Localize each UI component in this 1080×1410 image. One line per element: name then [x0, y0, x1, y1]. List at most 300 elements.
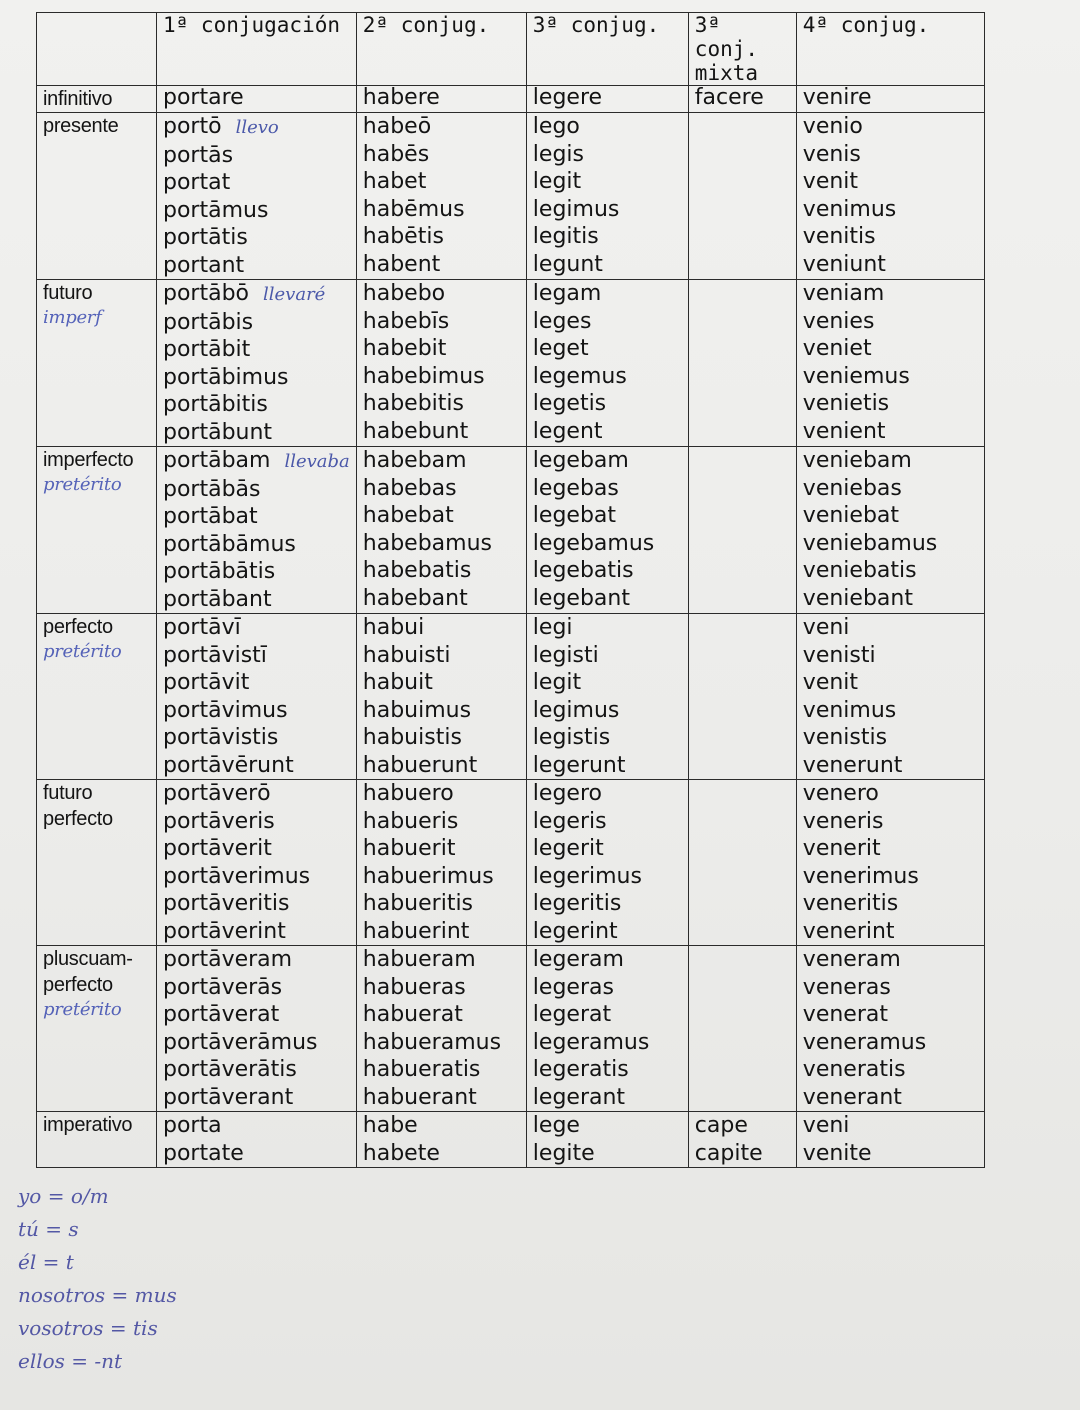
verb-form: [533, 697, 682, 725]
verb-form: [533, 308, 682, 336]
verb-form: [803, 697, 978, 725]
verb-form: [803, 530, 978, 558]
verb-form: [163, 974, 350, 1002]
verb-form: [803, 614, 978, 642]
verb-form: [163, 1140, 350, 1168]
forms-3rd-mixed-empty: [688, 946, 796, 1112]
verb-form-text: legimus: [532, 697, 620, 723]
verb-form: [363, 642, 520, 670]
tense-row: [37, 946, 985, 1112]
verb-form: [803, 168, 978, 196]
verb-form: [533, 1084, 682, 1112]
forms-3rd: [526, 113, 688, 280]
verb-form: [533, 557, 682, 585]
verb-form: [803, 752, 978, 780]
verb-form-text: venerat: [802, 1002, 888, 1027]
tense-row: [37, 614, 985, 780]
verb-form: [803, 946, 978, 974]
verb-form: [163, 419, 350, 447]
forms-3rd: [526, 280, 688, 447]
verb-form-text: portāverās: [163, 974, 283, 1000]
verb-form: [533, 724, 682, 752]
verb-form-text: habuistis: [362, 725, 462, 750]
verb-form-text: portābis: [163, 309, 254, 335]
verb-form-text: legemus: [532, 363, 627, 389]
verb-form-text: legebam: [532, 448, 629, 473]
verb-form-text: venisti: [802, 642, 876, 668]
handwritten-translation: llevaba: [284, 451, 350, 472]
tense-label: perfecto: [43, 616, 113, 638]
verb-form-text: habuerit: [362, 836, 456, 861]
verb-form-text: portābimus: [163, 364, 289, 390]
verb-form: [803, 835, 978, 863]
verb-form: [363, 697, 520, 725]
verb-form-text: venient: [802, 418, 886, 444]
verb-form: [163, 614, 350, 642]
verb-form: [363, 308, 520, 336]
verb-form: [533, 447, 682, 475]
verb-form: [803, 335, 978, 363]
verb-form-text: portāvērunt: [163, 752, 294, 778]
verb-form: [533, 113, 682, 141]
verb-form: [803, 196, 978, 224]
verb-form-text: veneras: [802, 974, 891, 1000]
verb-form: [533, 390, 682, 418]
verb-form: [533, 1001, 682, 1029]
handnote-line: ellos = -nt: [18, 1349, 123, 1373]
verb-form-text: portātis: [163, 225, 248, 250]
verb-form-text: venit: [802, 169, 859, 194]
verb-form-text: portāverimus: [163, 863, 311, 889]
verb-form: [363, 390, 520, 418]
verb-form: [363, 363, 520, 391]
verb-form: [363, 585, 520, 613]
verb-form-text: venero: [802, 781, 879, 806]
forms-2nd: [356, 614, 526, 780]
verb-form-text: portāvī: [163, 615, 241, 640]
verb-form-text: habebant: [362, 585, 468, 611]
verb-form: [803, 113, 978, 141]
verb-form-text: habe: [362, 1113, 418, 1138]
verb-form-text: legeratis: [532, 1057, 629, 1082]
verb-form-text: portāvistis: [163, 725, 279, 750]
verb-form: [363, 280, 520, 308]
verb-form: [163, 197, 350, 225]
verb-form: [533, 863, 682, 891]
verb-form: [803, 1001, 978, 1029]
verb-form: [803, 1029, 978, 1057]
verb-form: [363, 808, 520, 836]
verb-form-text: venerint: [802, 918, 895, 944]
verb-form-text: legebant: [532, 585, 630, 611]
infinitive-3rd: legere: [526, 86, 688, 113]
verb-form-text: veni: [802, 615, 850, 640]
verb-form: [163, 280, 350, 309]
verb-form-text: legerit: [532, 836, 604, 861]
verb-form-text: habeō: [362, 114, 432, 139]
verb-form-text: portāvimus: [163, 697, 288, 723]
verb-form: [163, 697, 350, 725]
verb-form-text: portābō: [163, 281, 250, 306]
forms-3rd-mixed-empty: [688, 614, 796, 780]
imperative-label: imperativo: [37, 1112, 157, 1168]
verb-form-text: legeramus: [532, 1029, 650, 1055]
verb-form-text: habuisti: [362, 642, 451, 668]
header-1st-conjugation: 1ª conjugación: [157, 13, 357, 86]
verb-form: [533, 808, 682, 836]
verb-form: [363, 168, 520, 196]
handnote-line: nosotros = mus: [18, 1283, 177, 1307]
verb-form-text: cape: [694, 1113, 748, 1138]
verb-form-text: veniebamus: [802, 530, 938, 556]
forms-1st: [157, 280, 357, 447]
forms-3rd: [526, 946, 688, 1112]
imperative-row: [37, 1112, 985, 1168]
verb-form-text: habuerimus: [362, 863, 494, 889]
tense-row: [37, 447, 985, 614]
verb-form-text: habuero: [362, 781, 454, 806]
verb-form-text: legeras: [532, 974, 614, 1000]
verb-form: [163, 780, 350, 808]
verb-form-text: legunt: [532, 251, 603, 277]
verb-form-text: habebatis: [362, 558, 472, 583]
verb-form-text: habēs: [362, 141, 430, 167]
verb-form-text: portāverit: [163, 836, 272, 861]
verb-form-text: veneratis: [802, 1057, 906, 1082]
tense-label-cell: [37, 780, 157, 946]
header-4th-conjugation: 4ª conjug.: [796, 13, 984, 86]
verb-form-text: legimus: [532, 196, 620, 222]
verb-form-text: venio: [802, 114, 863, 139]
verb-form-text: legebatis: [532, 558, 634, 583]
verb-form: [803, 890, 978, 918]
verb-form-text: veneritis: [802, 891, 899, 916]
verb-form: [533, 1029, 682, 1057]
verb-form: [363, 614, 520, 642]
verb-form: [363, 196, 520, 224]
header-row: [37, 13, 985, 86]
verb-form: [363, 113, 520, 141]
verb-form: [163, 224, 350, 252]
handwritten-tense-note: imperf: [43, 307, 102, 328]
header-3rd-conjugation: 3ª conjug.: [526, 13, 688, 86]
verb-form-text: venistis: [802, 725, 888, 750]
forms-3rd-mixed-empty: [688, 113, 796, 280]
handnote-line: tú = s: [18, 1217, 79, 1241]
verb-form-text: legebas: [532, 475, 619, 501]
verb-form: [803, 251, 978, 279]
tense-label-cell: [37, 447, 157, 614]
verb-form: [803, 141, 978, 169]
verb-form: [163, 669, 350, 697]
verb-form: [533, 196, 682, 224]
verb-form: [363, 780, 520, 808]
verb-form-text: venimus: [802, 697, 897, 723]
infinitive-label: infinitivo: [37, 86, 157, 113]
verb-form-text: portāverat: [163, 1002, 280, 1027]
verb-form-text: legebamus: [532, 530, 655, 556]
verb-form-text: veneris: [802, 808, 884, 834]
verb-form: [803, 223, 978, 251]
verb-form-text: portābat: [163, 504, 258, 529]
verb-form: [163, 169, 350, 197]
verb-form: [163, 531, 350, 559]
verb-form-text: venit: [802, 670, 859, 695]
verb-form-text: veneram: [802, 947, 901, 972]
tense-row: [37, 113, 985, 280]
verb-form-text: portābāmus: [163, 531, 296, 557]
verb-form: [163, 336, 350, 364]
tense-label: futuro: [43, 282, 93, 304]
verb-form: [363, 475, 520, 503]
verb-form: [363, 724, 520, 752]
verb-form-text: venerimus: [802, 863, 919, 889]
verb-form: [533, 141, 682, 169]
verb-form-text: legeritis: [532, 891, 622, 916]
conjugation-table: [36, 12, 985, 1168]
forms-3rd-mixed-empty: [688, 280, 796, 447]
verb-form: [533, 363, 682, 391]
verb-form: [363, 1056, 520, 1084]
verb-form-text: portābam: [163, 448, 271, 473]
verb-form-text: habueram: [362, 947, 476, 972]
verb-form: [163, 252, 350, 280]
verb-form-text: veniebat: [802, 503, 900, 528]
verb-form-text: legebat: [532, 503, 617, 528]
verb-form-text: portās: [163, 142, 234, 168]
verb-form: [803, 918, 978, 946]
verb-form-text: portābunt: [163, 419, 273, 445]
verb-form: [163, 113, 350, 142]
handnote-line: yo = o/m: [18, 1184, 109, 1208]
verb-form: [803, 642, 978, 670]
forms-2nd: [356, 946, 526, 1112]
verb-form-text: legite: [532, 1140, 595, 1166]
verb-form-text: habebit: [362, 336, 447, 361]
verb-form: [533, 1140, 682, 1168]
verb-form-text: lege: [532, 1113, 580, 1138]
tense-row: [37, 280, 985, 447]
verb-form-text: veniebatis: [802, 558, 917, 583]
forms-2nd: [356, 447, 526, 614]
verb-form-text: habebitis: [362, 391, 464, 416]
header-empty-cell: [37, 13, 157, 86]
verb-form-text: habuerint: [362, 918, 470, 944]
verb-form: [803, 557, 978, 585]
verb-form-text: habēmus: [362, 196, 465, 222]
verb-form: [163, 309, 350, 337]
verb-form: [803, 808, 978, 836]
verb-form: [163, 642, 350, 670]
header-2nd-conjugation: 2ª conjug.: [356, 13, 526, 86]
forms-1st: [157, 780, 357, 946]
verb-form-text: venerunt: [802, 752, 903, 778]
verb-form-text: legeris: [532, 808, 607, 834]
forms-3rd-mixed-empty: [688, 447, 796, 614]
verb-form-text: legerint: [532, 918, 618, 944]
verb-form-text: legero: [532, 781, 602, 806]
verb-form: [695, 1112, 790, 1140]
forms-4th: [796, 780, 984, 946]
verb-form: [803, 390, 978, 418]
forms-4th: [796, 614, 984, 780]
verb-form: [803, 418, 978, 446]
verb-form-text: veniemus: [802, 363, 910, 389]
verb-form: [163, 1084, 350, 1112]
verb-form-text: habebo: [362, 281, 446, 306]
verb-form: [163, 391, 350, 419]
verb-form-text: veniet: [802, 336, 872, 361]
verb-form: [163, 863, 350, 891]
verb-form: [163, 558, 350, 586]
verb-form: [533, 502, 682, 530]
verb-form: [163, 1001, 350, 1029]
tense-label-cell: [37, 614, 157, 780]
verb-form-text: portāveris: [163, 808, 275, 834]
verb-form-text: venimus: [802, 196, 897, 222]
verb-form-text: venerit: [802, 836, 881, 861]
verb-form: [533, 1056, 682, 1084]
verb-form-text: habet: [362, 169, 427, 194]
verb-form-text: venis: [802, 141, 861, 167]
verb-form: [533, 280, 682, 308]
verb-form: [163, 1056, 350, 1084]
forms-1st: [157, 946, 357, 1112]
verb-form: [803, 1112, 978, 1140]
verb-form: [803, 585, 978, 613]
verb-form: [533, 752, 682, 780]
verb-form: [533, 1112, 682, 1140]
verb-form-text: habebam: [362, 448, 467, 473]
imperative-forms-c1: [157, 1112, 357, 1168]
verb-form: [163, 808, 350, 836]
infinitive-3rd-mixed: facere: [688, 86, 796, 113]
verb-form: [363, 1084, 520, 1112]
forms-2nd: [356, 280, 526, 447]
verb-form: [363, 251, 520, 279]
verb-form-text: habui: [362, 615, 425, 640]
verb-form-text: legitis: [532, 224, 599, 249]
header-3rd-mixed-conjugation: 3ª conj. mixta: [688, 13, 796, 86]
verb-form-text: legis: [532, 141, 584, 167]
verb-form: [363, 1140, 520, 1168]
verb-form-text: habebimus: [362, 363, 485, 389]
forms-3rd: [526, 614, 688, 780]
verb-form: [363, 1001, 520, 1029]
verb-form-text: legam: [532, 281, 602, 306]
verb-form-text: habētis: [362, 224, 444, 249]
verb-form-text: habuerant: [362, 1084, 477, 1110]
verb-form-text: legi: [532, 615, 573, 640]
verb-form: [533, 780, 682, 808]
verb-form: [803, 363, 978, 391]
verb-form: [803, 502, 978, 530]
verb-form-text: legerant: [532, 1084, 626, 1110]
infinitive-row: [37, 86, 985, 113]
verb-form: [533, 835, 682, 863]
verb-form: [163, 835, 350, 863]
tense-label: pluscuam- perfecto: [43, 948, 133, 996]
imperative-forms-c3: [526, 1112, 688, 1168]
verb-form-text: habueritis: [362, 891, 474, 916]
verb-form: [803, 669, 978, 697]
verb-form-text: portāveram: [163, 947, 293, 972]
tense-label: presente: [43, 115, 119, 137]
tense-label-cell: [37, 280, 157, 447]
handwritten-tense-note: pretérito: [43, 474, 122, 495]
verb-form: [533, 530, 682, 558]
verb-form: [163, 890, 350, 918]
forms-4th: [796, 113, 984, 280]
tense-label-cell: [37, 113, 157, 280]
verb-form: [533, 335, 682, 363]
verb-form: [533, 890, 682, 918]
verb-form: [363, 752, 520, 780]
verb-form-text: legerunt: [532, 752, 626, 778]
verb-form: [163, 918, 350, 946]
verb-form: [363, 557, 520, 585]
verb-form: [163, 752, 350, 780]
tense-label-cell: [37, 946, 157, 1112]
handwritten-translation: llevo: [235, 117, 279, 138]
verb-form: [163, 447, 350, 476]
verb-form-text: legerat: [532, 1002, 612, 1027]
verb-form-text: habete: [362, 1140, 440, 1166]
verb-form: [533, 669, 682, 697]
verb-form-text: habuerat: [362, 1002, 463, 1027]
verb-form: [363, 530, 520, 558]
verb-form-text: habebunt: [362, 418, 469, 444]
verb-form-text: venies: [802, 308, 875, 334]
forms-1st: [157, 447, 357, 614]
verb-form-text: habebīs: [362, 308, 450, 334]
verb-form-text: portābitis: [163, 392, 268, 417]
verb-form-text: lego: [532, 114, 580, 139]
verb-form: [533, 418, 682, 446]
verb-form: [363, 918, 520, 946]
verb-form-text: portō: [163, 114, 222, 139]
verb-form: [363, 835, 520, 863]
verb-form: [363, 946, 520, 974]
forms-3rd: [526, 447, 688, 614]
verb-form-text: habebat: [362, 503, 454, 528]
verb-form-text: legisti: [532, 642, 599, 668]
verb-form: [163, 1029, 350, 1057]
verb-form: [533, 974, 682, 1002]
verb-form-text: porta: [163, 1113, 222, 1138]
verb-form: [533, 642, 682, 670]
verb-form: [363, 669, 520, 697]
handwritten-tense-note: pretérito: [43, 641, 122, 662]
verb-form: [803, 1084, 978, 1112]
verb-form: [803, 863, 978, 891]
verb-form-text: portābant: [163, 586, 272, 612]
verb-form-text: veneramus: [802, 1029, 927, 1055]
forms-4th: [796, 280, 984, 447]
imperative-forms-c3m: [688, 1112, 796, 1168]
verb-form: [533, 168, 682, 196]
verb-form: [163, 476, 350, 504]
verb-form: [803, 1140, 978, 1168]
verb-form-text: habebamus: [362, 530, 493, 556]
verb-form: [363, 141, 520, 169]
imperative-forms-c2: [356, 1112, 526, 1168]
verb-form: [533, 614, 682, 642]
forms-1st: [157, 113, 357, 280]
verb-form-text: venietis: [802, 391, 890, 416]
verb-form: [163, 503, 350, 531]
handwritten-tense-note: pretérito: [43, 999, 122, 1020]
